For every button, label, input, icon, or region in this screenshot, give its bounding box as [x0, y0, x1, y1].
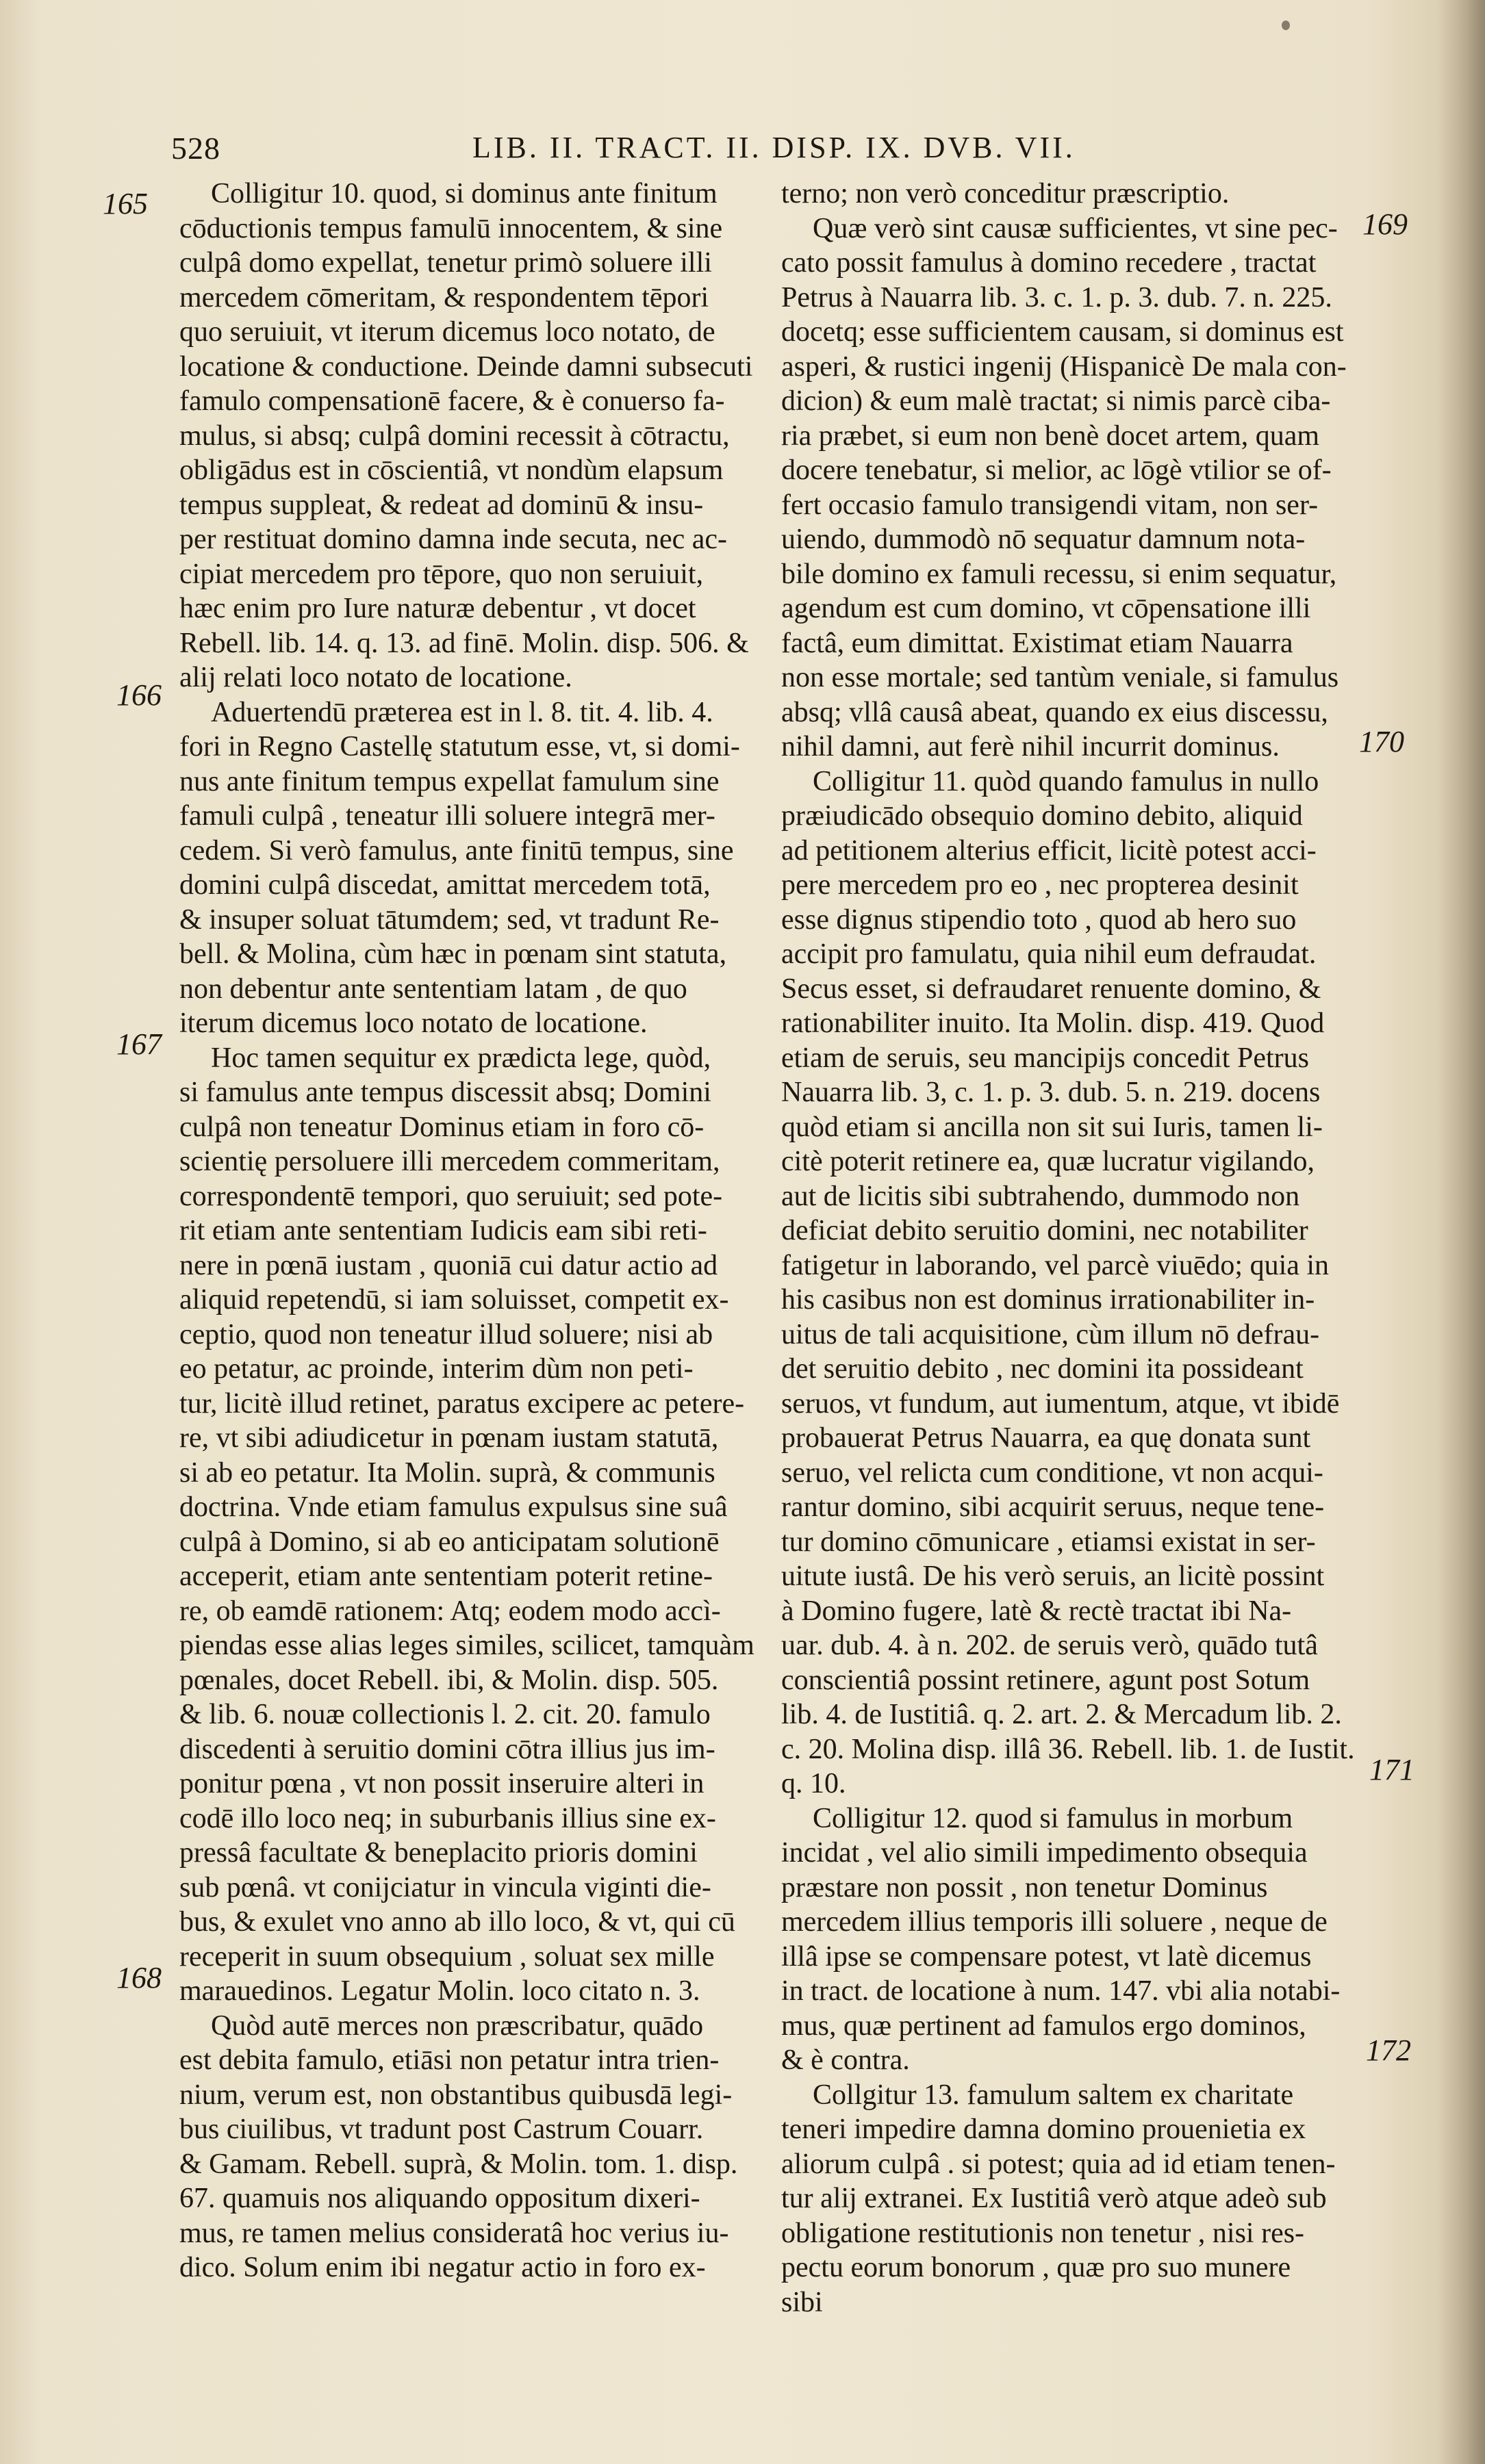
text-line: à Domino fugere, latè & rectè tractat ibi Na-: [781, 1595, 1292, 1627]
text-line: Colligitur 11. quòd quando famulus in nullo: [813, 765, 1319, 797]
text-line: quòd etiam si ancilla non sit sui Iuris, tamen li-: [781, 1111, 1323, 1143]
text-line: nium, verum est, non obstantibus quibusdā legi-: [179, 2079, 733, 2111]
text-line: Aduertendū præterea est in l. 8. tit. 4. lib. 4.: [211, 696, 713, 728]
text-line: ponitur pœna , vt non possit inseruire alteri in: [179, 1768, 705, 1799]
text-line: bus, & exulet vno anno ab illo loco, & vt, qui cū: [179, 1906, 735, 1938]
text-line: iterum dicemus loco notato de locatione.: [179, 1008, 648, 1039]
text-line: pectu eorum bonorum , quæ pro suo munere: [781, 2252, 1291, 2283]
text-line: Quòd autē merces non præscribatur, quādo: [211, 2010, 704, 2042]
text-line: mercedem illius temporis illi soluere , neque de: [781, 1906, 1328, 1938]
text-line: probauerat Petrus Nauarra, ea quę donata sunt: [781, 1422, 1311, 1454]
text-line: præstare non possit , non tenetur Dominus: [781, 1871, 1268, 1903]
text-line: aut de licitis sibi subtrahendo, dummodo non: [781, 1180, 1300, 1212]
text-line: his casibus non est dominus irrationabiliter in-: [781, 1284, 1315, 1316]
text-line: culpâ domo expellat, tenetur primò soluere illi: [179, 247, 712, 279]
text-line: & Gamam. Rebell. suprà, & Molin. tom. 1. disp.: [179, 2148, 738, 2180]
margin-number-172: 172: [1366, 2033, 1411, 2067]
page-gutter-shadow: [1437, 0, 1485, 2464]
text-line: incidat , vel alio simili impedimento obsequia: [781, 1837, 1308, 1869]
text-line: culpâ non teneatur Dominus etiam in foro cō-: [179, 1111, 705, 1143]
text-line: ria præbet, si eum non benè docet artem, quam: [781, 420, 1320, 452]
text-line: esse dignus stipendio toto , quod ab hero suo: [781, 903, 1297, 936]
right-text-column: [781, 177, 1366, 2320]
text-line: tempus suppleat, & redeat ad dominū & insu-: [179, 489, 704, 521]
text-line: scientię persoluere illi mercedem commeritam,: [179, 1146, 720, 1177]
text-line: pere mercedem pro eo , nec propterea desinit: [781, 869, 1299, 901]
text-line: quo seruiuit, vt iterum dicemus loco notato, de: [179, 316, 715, 348]
text-line: mus, re tamen melius consideratâ hoc verius iu-: [179, 2217, 729, 2249]
text-line: det seruitio debito , nec domini ita possideant: [781, 1353, 1304, 1385]
text-line: uiendo, dummodò nō sequatur damnum nota-: [781, 524, 1306, 555]
text-line: nere in pœnā iustam , quoniā cui datur actio ad: [179, 1249, 718, 1281]
text-line: marauedinos. Legatur Molin. loco citato n. 3.: [179, 1975, 700, 2007]
margin-number-166: 166: [116, 678, 162, 712]
text-line: acceperit, etiam ante sententiam poterit retine-: [179, 1561, 713, 1592]
text-line: docetq; esse sufficientem causam, si dominus est: [781, 316, 1344, 348]
text-line: rit etiam ante sententiam Iudicis eam sibi reti-: [179, 1215, 707, 1246]
text-line: Quæ verò sint causæ sufficientes, vt sine pec-: [813, 212, 1338, 244]
text-line: fori in Regno Castellę statutum esse, vt, si domi-: [179, 731, 740, 762]
text-line: culpâ à Domino, si ab eo anticipatam solutionē: [179, 1526, 720, 1558]
text-line: citè poterit retinere ea, quæ lucratur vigilando,: [781, 1146, 1315, 1177]
margin-number-167: 167: [116, 1027, 162, 1061]
text-line: obligatione restitutionis non tenetur , nisi res-: [781, 2217, 1305, 2249]
text-line: etiam de seruis, seu mancipijs concedit Petrus: [781, 1042, 1309, 1074]
text-line: & lib. 6. nouæ collectionis l. 2. cit. 20. famulo: [179, 1699, 711, 1730]
text-line: mulus, si absq; culpâ domini recessit à cōtractu,: [179, 420, 730, 452]
text-line: 67. quamuis nos aliquando oppositum dixeri-: [179, 2183, 700, 2214]
text-line: non debentur ante sententiam latam , de quo: [179, 973, 687, 1005]
text-line: doctrina. Vnde etiam famulus expulsus sine suâ: [179, 1491, 728, 1523]
page-header: [171, 130, 1130, 171]
text-line: bell. & Molina, cùm hæc in pœnam sint statuta,: [179, 938, 727, 970]
text-line: sibi: [781, 2286, 823, 2318]
text-line: ad petitionem alterius efficit, licitè potest acci-: [781, 834, 1317, 867]
text-line: seruos, vt fundum, aut iumentum, atque, vt ibidē: [781, 1387, 1340, 1420]
text-line: fert occasio famulo transigendi vitam, non ser-: [781, 489, 1319, 521]
text-line: famulo compensationē facere, & è conuerso fa-: [179, 385, 725, 417]
text-line: bus ciuilibus, vt tradunt post Castrum Couarr.: [179, 2114, 704, 2145]
text-line: bile domino ex famuli recessu, si enim sequatur,: [781, 558, 1337, 590]
text-line: conscientiâ possint retinere, agunt post Sotum: [781, 1664, 1310, 1696]
text-line: rationabiliter inuito. Ita Molin. disp. 419. Quod: [781, 1008, 1325, 1039]
text-line: tur alij extranei. Ex Iustitiâ verò atque adeò sub: [781, 2183, 1327, 2214]
margin-number-165: 165: [103, 187, 148, 220]
text-line: re, vt sibi adiudicetur in pœnam iustam statutā,: [179, 1422, 719, 1454]
text-line: cōductionis tempus famulū innocentem, & sine: [179, 212, 723, 244]
text-line: deficiat debito seruitio domini, nec notabiliter: [781, 1215, 1308, 1246]
text-line: receperit in suum obsequium , soluat sex mille: [179, 1940, 715, 1973]
text-line: asperi, & rustici ingenij (Hispanicè De mala con-: [781, 350, 1347, 383]
text-line: illâ ipse se compensare potest, vt latè dicemus: [781, 1940, 1312, 1973]
text-line: Colligitur 12. quod si famulus in morbum: [813, 1802, 1293, 1834]
text-line: mus, quæ pertinent ad famulos ergo dominos,: [781, 2010, 1306, 2042]
text-line: & è contra.: [781, 2044, 910, 2076]
text-line: ceptio, quod non teneatur illud soluere; nisi ab: [179, 1318, 713, 1350]
text-line: si ab eo petatur. Ita Molin. suprà, & communis: [179, 1456, 715, 1489]
text-line: seruo, vel relicta cum conditione, vt non acqui-: [781, 1456, 1323, 1489]
margin-number-168: 168: [116, 1961, 162, 1994]
margin-number-169: 169: [1362, 207, 1408, 241]
text-line: discedenti à seruitio domini cōtra illius jus im-: [179, 1733, 715, 1765]
text-line: præiudicādo obsequio domino debito, aliquid: [781, 800, 1303, 832]
text-line: pressâ facultate & beneplacito prioris domini: [179, 1837, 698, 1869]
text-line: uitus de tali acquisitione, cùm illum nō defrau-: [781, 1318, 1320, 1350]
text-line: lib. 4. de Iustitiâ. q. 2. art. 2. & Mercadum lib. 2.: [781, 1699, 1342, 1730]
text-line: per restituat domino damna inde secuta, nec ac-: [179, 524, 728, 555]
text-line: Collgitur 13. famulum saltem ex charitate: [813, 2079, 1294, 2111]
text-line: fatigetur in laborando, vel parcè viuēdo; quia in: [781, 1249, 1330, 1281]
text-line: si famulus ante tempus discessit absq; Domini: [179, 1077, 711, 1108]
text-line: eo petatur, ac proinde, interim dùm non peti-: [179, 1353, 694, 1385]
text-line: domini culpâ discedat, amittat mercedem totā,: [179, 869, 711, 901]
text-line: nus ante finitum tempus expellat famulum sine: [179, 765, 720, 797]
text-line: & insuper soluat tātumdem; sed, vt tradunt Re-: [179, 903, 720, 936]
text-line: in tract. de locatione à num. 147. vbi alia notabi-: [781, 1975, 1341, 2007]
text-line: docere tenebatur, si melior, ac lōgè vtilior se of-: [781, 454, 1332, 486]
text-line: piendas esse alias leges similes, scilicet, tamquàm: [179, 1630, 754, 1661]
text-line: sub pœnâ. vt conijciatur in vincula viginti die-: [179, 1871, 711, 1903]
text-line: Petrus à Nauarra lib. 3. c. 1. p. 3. dub. 7. n. 225.: [781, 281, 1332, 313]
text-line: uitute iustâ. De his verò seruis, an licitè possint: [781, 1561, 1325, 1592]
text-line: aliquid repetendū, si iam soluisset, competit ex-: [179, 1284, 729, 1316]
text-line: cedem. Si verò famulus, ante finitū tempus, sine: [179, 834, 734, 867]
text-line: aliorum culpâ . si potest; quia ad id etiam tenen-: [781, 2148, 1336, 2180]
text-line: Colligitur 10. quod, si dominus ante finitum: [211, 178, 718, 209]
page-number: 528: [171, 131, 220, 166]
text-line: mercedem cōmeritam, & respondentem tēpori: [179, 281, 709, 313]
text-line: absq; vllâ causâ abeat, quando ex eius discessu,: [781, 696, 1328, 728]
text-line: Nauarra lib. 3, c. 1. p. 3. dub. 5. n. 219. docens: [781, 1077, 1321, 1108]
text-line: cato possit famulus à domino recedere , tractat: [781, 247, 1317, 279]
text-line: factâ, eum dimittat. Existimat etiam Nauarra: [781, 627, 1293, 659]
text-line: cipiat mercedem pro tēpore, quo non seruiuit,: [179, 558, 704, 590]
margin-number-171: 171: [1369, 1753, 1414, 1786]
text-line: Hoc tamen sequitur ex prædicta lege, quòd,: [211, 1042, 711, 1074]
text-line: correspondentē tempori, quo seruiuit; sed pote-: [179, 1180, 723, 1212]
text-line: tur, licitè illud retinet, paratus excipere ac petere-: [179, 1387, 745, 1420]
text-line: famuli culpâ , teneatur illi soluere integrā mer-: [179, 800, 715, 832]
text-line: terno; non verò conceditur præscriptio.: [781, 178, 1230, 209]
text-line: dicion) & eum malè tractat; si nimis parcè ciba-: [781, 385, 1331, 417]
ink-spot: [1282, 21, 1290, 30]
text-line: rantur domino, sibi acquirit seruus, neque tene-: [781, 1491, 1325, 1523]
text-line: alij relati loco notato de locatione.: [179, 662, 572, 693]
text-line: Secus esset, si defraudaret renuente domino, &: [781, 973, 1321, 1005]
text-line: re, ob eamdē rationem: Atq; eodem modo accì-: [179, 1595, 721, 1627]
text-line: q. 10.: [781, 1768, 846, 1799]
text-line: tur domino cōmunicare , etiamsi existat in ser-: [781, 1526, 1316, 1558]
text-line: Rebell. lib. 14. q. 13. ad finē. Molin. disp. 506. &: [179, 627, 749, 659]
text-line: hæc enim pro Iure naturæ debentur , vt docet: [179, 593, 696, 624]
text-line: non esse mortale; sed tantùm veniale, si famulus: [781, 662, 1339, 693]
text-line: uar. dub. 4. à n. 202. de seruis verò, quādo tutâ: [781, 1630, 1318, 1661]
text-line: accipit pro famulatu, quia nihil eum defraudat.: [781, 938, 1317, 970]
margin-number-170: 170: [1359, 725, 1404, 758]
text-line: agendum est cum domino, vt cōpensatione illi: [781, 593, 1311, 624]
text-line: c. 20. Molina disp. illâ 36. Rebell. lib. 1. de Iustit.: [781, 1733, 1355, 1765]
left-text-column: [179, 177, 754, 2285]
text-line: est debita famulo, etiāsi non petatur intra trien-: [179, 2044, 720, 2076]
text-line: teneri impedire damna domino prouenietia ex: [781, 2114, 1306, 2145]
text-line: codē illo loco neq; in suburbanis illius sine ex-: [179, 1802, 716, 1834]
text-line: locatione & conductione. Deinde damni subsecuti: [179, 350, 753, 383]
text-line: obligādus est in cōscientiâ, vt nondùm elapsum: [179, 454, 724, 486]
text-line: nihil damni, aut ferè nihil incurrit dominus.: [781, 731, 1280, 762]
running-head: LIB. II. TRACT. II. DISP. IX. DVB. VII.: [472, 131, 1076, 164]
text-line: dico. Solum enim ibi negatur actio in foro ex-: [179, 2252, 706, 2283]
text-line: pœnales, docet Rebell. ibi, & Molin. disp. 505.: [179, 1664, 719, 1696]
